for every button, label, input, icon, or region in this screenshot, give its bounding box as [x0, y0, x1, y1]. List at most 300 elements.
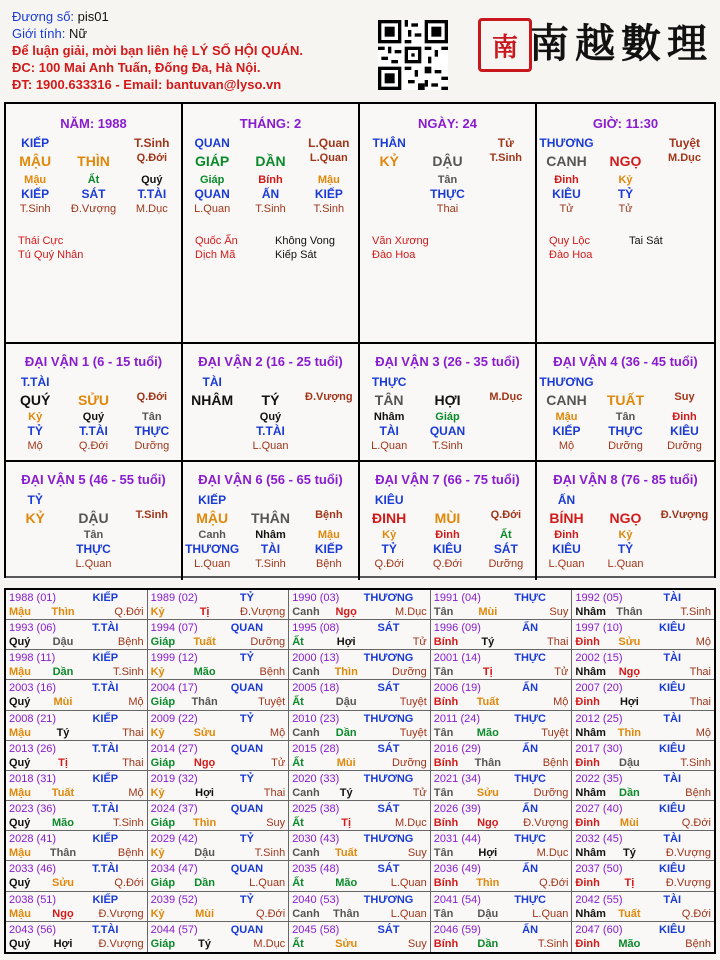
- annual-year: 2044 (57): [150, 923, 198, 936]
- annual-stem: Bính: [433, 636, 459, 649]
- annual-life-stage: Bệnh: [685, 937, 711, 950]
- annual-branch: Mão: [335, 877, 358, 890]
- annual-year: 2037 (50): [575, 863, 623, 876]
- annual-stem: Bính: [433, 696, 459, 709]
- annual-cell: [289, 620, 431, 650]
- hidden-life-stage: [360, 202, 418, 216]
- annual-year: 2022 (35): [575, 772, 623, 785]
- annual-year: 1992 (05): [575, 592, 623, 604]
- hidden-life-stage: Dưỡng: [667, 440, 702, 452]
- hidden-ten-god: [655, 542, 714, 557]
- annual-life-stage: Thai: [122, 726, 144, 739]
- dai-van-5: [6, 462, 183, 580]
- annual-life-stage: L.Quan: [532, 907, 569, 920]
- heavenly-stem: KỶ: [379, 153, 399, 169]
- annual-life-stage: Mộ: [695, 636, 711, 649]
- hidden-stem: Giáp: [199, 174, 225, 186]
- dai-van-stem: MẬU: [196, 510, 229, 526]
- annual-ten-god: THỰC: [514, 712, 546, 725]
- dai-van-ten-god: T.TÀI: [20, 375, 50, 389]
- annual-life-stage: T.Sinh: [537, 937, 569, 950]
- annual-year: 2003 (16): [9, 682, 57, 695]
- qr-code-icon[interactable]: [378, 20, 448, 90]
- annual-year: 2019 (32): [150, 772, 198, 785]
- annual-branch: Dần: [619, 786, 640, 799]
- annual-branch: Dần: [194, 877, 215, 890]
- annual-life-stage: T.Sinh: [113, 817, 144, 830]
- annual-stem: Kỷ: [150, 606, 165, 618]
- hidden-life-stage: L.Quan: [194, 558, 231, 570]
- annual-year: 2004 (17): [150, 682, 198, 695]
- hidden-ten-god: T.TÀI: [137, 187, 167, 201]
- annual-stem: Ất: [292, 817, 304, 830]
- dai-van-life-stage: Đ.Vượng: [660, 509, 709, 521]
- annual-life-stage: Tuyệt: [541, 726, 569, 739]
- annual-ten-god: KIẾP: [92, 833, 119, 846]
- dai-van-ten-god: THƯƠNG: [539, 375, 594, 389]
- hidden-ten-god: SÁT: [493, 542, 518, 556]
- dai-van-title: ĐẠI VẬN 3 (26 - 35 tuổi): [375, 354, 520, 369]
- star-right: [452, 248, 535, 262]
- dai-van-1: [6, 344, 183, 462]
- annual-life-stage: Tử: [412, 786, 427, 799]
- annual-stem: Nhâm: [575, 726, 606, 739]
- pillar-title: NĂM: 1988: [60, 116, 127, 131]
- annual-year: 2041 (54): [433, 893, 481, 906]
- dai-van-7: [360, 462, 537, 580]
- annual-branch: Sửu: [618, 636, 641, 649]
- annual-year: 2016 (29): [433, 742, 481, 755]
- annual-year: 1997 (10): [575, 622, 623, 635]
- annual-branch: Dậu: [194, 847, 215, 860]
- hidden-ten-god: [6, 542, 64, 557]
- annual-ten-god: THỰC: [514, 893, 546, 906]
- spacer: [418, 136, 476, 151]
- annual-stem: Kỷ: [150, 786, 165, 799]
- annual-cell: [431, 771, 573, 801]
- hidden-stem: Kỷ: [28, 411, 43, 423]
- annual-cell: [289, 680, 431, 710]
- annual-year: 1988 (01): [9, 592, 57, 604]
- annual-branch: Thân: [616, 606, 643, 618]
- annual-life-stage: Đ.Vượng: [98, 907, 144, 920]
- hidden-life-stage: L.Quan: [607, 558, 644, 570]
- annual-branch: Tý: [481, 636, 495, 649]
- hidden-ten-god: THỰC: [430, 187, 465, 201]
- annual-branch: Dậu: [619, 756, 640, 769]
- dai-van-branch: TÝ: [261, 392, 280, 408]
- annual-branch: Ngọ: [193, 756, 216, 769]
- annual-stem: Nhâm: [575, 907, 606, 920]
- annual-stem: Ất: [292, 756, 304, 769]
- hidden-ten-god: QUAN: [194, 187, 230, 201]
- annual-life-stage: T.Sinh: [254, 847, 286, 860]
- dai-van-ten-god: KIẾP: [198, 493, 227, 507]
- annual-stem: Canh: [292, 666, 320, 679]
- annual-stem: Kỷ: [150, 907, 165, 920]
- annual-ten-god: QUAN: [230, 682, 264, 695]
- annual-ten-god: THỰC: [514, 772, 546, 785]
- hidden-stem: Mậu: [317, 529, 340, 541]
- ten-god-top: QUAN: [194, 136, 230, 150]
- annual-ten-god: T.TÀI: [92, 923, 119, 936]
- annual-stem: Tân: [433, 847, 454, 860]
- annual-ten-god: T.TÀI: [92, 742, 119, 755]
- annual-branch: Dần: [477, 937, 499, 950]
- pillar-title: THÁNG: 2: [239, 116, 302, 131]
- dai-van-branch: SỬU: [77, 392, 110, 408]
- annual-ten-god: KIẾP: [92, 592, 119, 604]
- heavenly-stem: CANH: [546, 153, 587, 169]
- annual-branch: Tị: [58, 756, 68, 769]
- annual-life-stage: Thai: [122, 756, 144, 769]
- annual-stem: Mậu: [9, 666, 31, 679]
- earthly-branch: DẬU: [432, 153, 463, 169]
- hidden-life-stage: [183, 439, 241, 453]
- annual-cell: [6, 892, 148, 922]
- dai-van-3: [360, 344, 537, 462]
- annual-life-stage: Tử: [271, 756, 286, 769]
- hidden-ten-god: THỰC: [76, 542, 111, 556]
- annual-cell: [6, 680, 148, 710]
- star-right: [629, 248, 714, 262]
- dai-van-branch: NGỌ: [609, 510, 642, 526]
- annual-stem: Mậu: [9, 786, 31, 799]
- annual-life-stage: T.Sinh: [680, 606, 711, 618]
- hidden-stem: Ất: [87, 174, 100, 186]
- annual-life-stage: Dưỡng: [533, 786, 569, 799]
- annual-cell: [148, 861, 290, 891]
- hidden-stem: Nhâm: [255, 529, 286, 541]
- annual-branch: Tý: [56, 726, 70, 739]
- annual-year: 2035 (48): [292, 863, 340, 876]
- hidden-life-stage: T.Sinh: [255, 203, 286, 215]
- annual-ten-god: TỶ: [239, 712, 254, 725]
- annual-cell: [431, 861, 573, 891]
- hidden-life-stage: [123, 557, 181, 571]
- pillar-title: NGÀY: 24: [418, 116, 477, 131]
- branch-life-stage: Q.Đới: [136, 152, 168, 164]
- star-right: Tai Sát: [629, 235, 663, 247]
- dai-van-stem: CANH: [546, 392, 587, 408]
- annual-cell: [289, 650, 431, 680]
- annual-cell: [431, 801, 573, 831]
- dai-van-title: ĐẠI VẬN 4 (36 - 45 tuổi): [553, 354, 698, 369]
- annual-cell: [6, 801, 148, 831]
- dai-van-ten-god: THỰC: [371, 375, 407, 389]
- dai-van-branch: TUẤT: [606, 392, 645, 408]
- annual-year: 2034 (47): [150, 863, 198, 876]
- annual-year: 2033 (46): [9, 863, 57, 876]
- annual-cell: [289, 801, 431, 831]
- earthly-branch: DẦN: [255, 153, 286, 169]
- annual-stem: Quý: [9, 696, 31, 709]
- annual-life-stage: M.Dục: [395, 606, 427, 618]
- annual-stem: Nhâm: [575, 847, 606, 860]
- hidden-stem: Kỷ: [618, 174, 633, 186]
- hidden-life-stage: Dưỡng: [134, 440, 170, 452]
- annual-life-stage: Suy: [407, 937, 427, 950]
- annual-cell: [6, 922, 148, 952]
- owner-label: Đương số:: [12, 9, 78, 24]
- annual-ten-god: THƯƠNG: [363, 772, 414, 785]
- hidden-ten-god: T.TÀI: [256, 424, 285, 438]
- annual-branch: Mão: [618, 937, 641, 950]
- annual-year: 2013 (26): [9, 742, 57, 755]
- hidden-stem: Quý: [141, 174, 163, 186]
- annual-stem: Bính: [433, 937, 459, 950]
- annual-life-stage: Dưỡng: [392, 666, 427, 679]
- annual-cell: [6, 861, 148, 891]
- annual-year: 2015 (28): [292, 742, 340, 755]
- annual-ten-god: TÀI: [663, 712, 682, 725]
- annual-branch: Tý: [622, 847, 636, 860]
- annual-branch: Dậu: [477, 907, 499, 920]
- annual-cell: [572, 650, 714, 680]
- dai-van-branch: THÂN: [251, 510, 290, 526]
- annual-branch: Mão: [193, 666, 216, 679]
- branch-life-stage: M.Dục: [668, 152, 701, 164]
- annual-life-stage: Bệnh: [117, 847, 144, 860]
- annual-stem: Giáp: [150, 937, 176, 950]
- hidden-life-stage: Q.Đới: [374, 558, 404, 570]
- annual-year: 2031 (44): [433, 833, 481, 846]
- annual-cell: [289, 590, 431, 620]
- life-stage-top: Tử: [497, 136, 514, 150]
- annual-branch: Sửu: [51, 877, 75, 890]
- hidden-life-stage: T.Sinh: [255, 558, 286, 570]
- contact-line: Để luận giải, mời bạn liên hệ LÝ SỐ HỘI QUÁN.: [12, 43, 303, 58]
- annual-branch: Sửu: [335, 937, 358, 950]
- annual-life-stage: T.Sinh: [680, 756, 711, 769]
- annual-life-stage: Thai: [263, 786, 286, 799]
- annual-year: 2039 (52): [150, 893, 198, 906]
- annual-life-stage: T.Sinh: [113, 666, 144, 679]
- hidden-stem: [477, 410, 535, 424]
- annual-branch: Thân: [49, 847, 77, 860]
- dai-van-title: ĐẠI VẬN 6 (56 - 65 tuổi): [198, 472, 343, 487]
- annual-stem: Quý: [9, 817, 31, 830]
- annual-cell: [289, 861, 431, 891]
- annual-year: 2045 (58): [292, 923, 340, 936]
- annual-stem: Kỷ: [150, 726, 165, 739]
- star-left: Thái Cực: [18, 235, 64, 247]
- hidden-ten-god: KIÊU: [552, 542, 581, 556]
- annual-stem: Giáp: [150, 636, 176, 649]
- earthly-branch: NGỌ: [609, 153, 642, 169]
- annual-stem: Canh: [292, 726, 320, 739]
- dai-van-branch: HỢI: [434, 392, 461, 408]
- annual-cell: [572, 771, 714, 801]
- hidden-ten-god: QUAN: [429, 424, 466, 438]
- hidden-ten-god: KIÊU: [670, 424, 699, 438]
- dai-van-stem: QUÝ: [19, 392, 51, 408]
- annual-life-stage: Mộ: [128, 786, 144, 799]
- dai-van-life-stage: Q.Đới: [136, 391, 168, 403]
- hidden-life-stage: L.Quan: [252, 440, 289, 452]
- annual-stem: Quý: [9, 636, 31, 649]
- annual-year: 2032 (45): [575, 833, 623, 846]
- hidden-stem: Mậu: [555, 411, 578, 423]
- annual-ten-god: THƯƠNG: [363, 712, 414, 725]
- annual-ten-god: KIẾP: [92, 652, 119, 665]
- dai-van-life-stage: Suy: [674, 391, 695, 403]
- hidden-ten-god: [300, 424, 358, 439]
- annual-branch: Hợi: [619, 696, 639, 709]
- annual-cell: [148, 922, 290, 952]
- annual-branch: Tuất: [476, 696, 499, 709]
- annual-ten-god: SÁT: [377, 682, 400, 695]
- hidden-life-stage: Bệnh: [315, 558, 342, 570]
- annual-stem: Tân: [433, 726, 454, 739]
- pillar-title: GIỜ: 11:30: [592, 116, 659, 131]
- annual-branch: Tị: [482, 666, 493, 679]
- owner-value: pis01: [77, 9, 109, 24]
- annual-cell: [148, 650, 290, 680]
- annual-stem: Kỷ: [150, 847, 165, 860]
- annual-year: 2027 (40): [575, 803, 623, 816]
- annual-stem: Mậu: [9, 726, 31, 739]
- hidden-stem: [360, 173, 418, 187]
- brand-title: 南越數理: [529, 19, 713, 67]
- hidden-life-stage: [655, 557, 714, 571]
- annual-cell: [572, 711, 714, 741]
- heavenly-stem: GIÁP: [195, 153, 230, 169]
- annual-ten-god: TÀI: [663, 833, 682, 846]
- annual-branch: Tý: [198, 937, 212, 950]
- annual-year: 2009 (22): [150, 712, 198, 725]
- hidden-stem: [655, 173, 714, 187]
- annual-branch: Tị: [199, 606, 210, 618]
- annual-cell: [431, 650, 573, 680]
- star-right: Không Vong: [275, 235, 335, 247]
- annual-branch: Ngọ: [618, 666, 641, 679]
- life-stage-top: Tuyệt: [668, 136, 701, 150]
- annual-year: 2042 (55): [575, 893, 623, 906]
- annual-branch: Hợi: [336, 636, 356, 649]
- hidden-stem: [6, 528, 64, 542]
- hidden-life-stage: [6, 557, 64, 571]
- annual-stem: Tân: [433, 907, 454, 920]
- annual-cell: [6, 831, 148, 861]
- dai-van-title: ĐẠI VẬN 1 (6 - 15 tuổi): [24, 354, 163, 369]
- annual-cell: [148, 831, 290, 861]
- hidden-ten-god: TÀI: [260, 542, 281, 556]
- annual-ten-god: QUAN: [230, 742, 264, 755]
- annual-ten-god: T.TÀI: [92, 682, 119, 695]
- annual-ten-god: QUAN: [230, 622, 264, 635]
- annual-ten-god: KIẾP: [92, 772, 119, 785]
- hidden-ten-god: [123, 542, 181, 557]
- annual-cell: [289, 711, 431, 741]
- annual-year: 1989 (02): [150, 592, 198, 604]
- annual-branch: Mùi: [336, 756, 356, 769]
- annual-year: 1999 (12): [150, 652, 198, 665]
- annual-life-stage: Q.Đới: [681, 907, 711, 920]
- hidden-ten-god: TỶ: [617, 542, 634, 556]
- hidden-ten-god: T.TÀI: [79, 424, 108, 438]
- annual-branch: Mùi: [53, 696, 73, 709]
- annual-life-stage: Q.Đới: [681, 817, 711, 830]
- annual-stem: Đinh: [575, 937, 600, 950]
- annual-branch: Dần: [335, 726, 357, 739]
- annual-cell: [572, 680, 714, 710]
- hidden-life-stage: T.Sinh: [19, 203, 51, 215]
- annual-branch: Tị: [341, 817, 352, 830]
- annual-life-stage: Bệnh: [685, 786, 711, 799]
- annual-ten-god: ẤN: [522, 923, 539, 936]
- dai-van-life-stage: Q.Đới: [490, 509, 522, 521]
- annual-ten-god: QUAN: [230, 863, 264, 876]
- annual-year: 2040 (53): [292, 893, 340, 906]
- annual-stem: Quý: [9, 877, 31, 890]
- annual-stem: Tân: [433, 606, 454, 618]
- annual-cell: [289, 831, 431, 861]
- annual-stem: Mậu: [9, 847, 31, 860]
- annual-ten-god: KIẾP: [92, 712, 119, 725]
- ten-god-top: THÂN: [372, 136, 406, 150]
- ten-god-top: THƯƠNG: [539, 136, 594, 150]
- hidden-ten-god: KIẾP: [21, 187, 50, 201]
- hidden-life-stage: L.Quan: [75, 558, 112, 570]
- annual-ten-god: KIÊU: [659, 923, 686, 936]
- hidden-life-stage: T.Sinh: [313, 203, 345, 215]
- dai-van-life-stage: Bệnh: [315, 509, 343, 521]
- annual-ten-god: KIÊU: [659, 863, 686, 876]
- hidden-stem: Bính: [258, 174, 283, 186]
- hidden-life-stage: Mộ: [558, 440, 575, 452]
- annual-stem: Nhâm: [575, 666, 606, 679]
- annual-ten-god: T.TÀI: [92, 622, 119, 635]
- hidden-stem: Quý: [259, 411, 282, 423]
- annual-year: 2043 (56): [9, 923, 57, 936]
- hidden-stem: Tân: [142, 411, 162, 423]
- annual-ten-god: THƯƠNG: [363, 833, 414, 846]
- annual-stem: Canh: [292, 907, 320, 920]
- spacer: [64, 136, 122, 151]
- annual-ten-god: TỶ: [239, 592, 254, 604]
- annual-cell: [289, 741, 431, 771]
- annual-year: 2028 (41): [9, 833, 57, 846]
- annual-stem: Giáp: [150, 817, 176, 830]
- annual-ten-god: TÀI: [663, 652, 682, 665]
- annual-cell: [431, 680, 573, 710]
- annual-stem: Bính: [433, 756, 459, 769]
- annual-stem: Đinh: [575, 877, 600, 890]
- annual-stem: Canh: [292, 606, 320, 618]
- pillar-hour: [537, 104, 714, 344]
- annual-cell: [6, 650, 148, 680]
- heavenly-stem: MẬU: [19, 153, 52, 169]
- hidden-life-stage: Dưỡng: [608, 440, 643, 452]
- annual-stem: Đinh: [575, 817, 600, 830]
- dai-van-life-stage: M.Dục: [489, 391, 523, 403]
- pillar-year: [6, 104, 183, 344]
- annual-life-stage: Bệnh: [259, 666, 286, 679]
- annual-cell: [148, 620, 290, 650]
- hidden-ten-god: [655, 187, 714, 202]
- annual-stem: Quý: [9, 756, 31, 769]
- hidden-stem: Ất: [500, 529, 512, 541]
- annual-branch: Tị: [624, 877, 635, 890]
- gender-label: Giới tính:: [12, 26, 69, 41]
- annual-cell: [6, 590, 148, 620]
- annual-stem: Nhâm: [575, 786, 606, 799]
- annual-life-stage: Đ.Vượng: [240, 606, 286, 618]
- hidden-ten-god: TÀI: [379, 424, 399, 438]
- annual-cell: [148, 892, 290, 922]
- hidden-ten-god: ẤN: [261, 187, 280, 201]
